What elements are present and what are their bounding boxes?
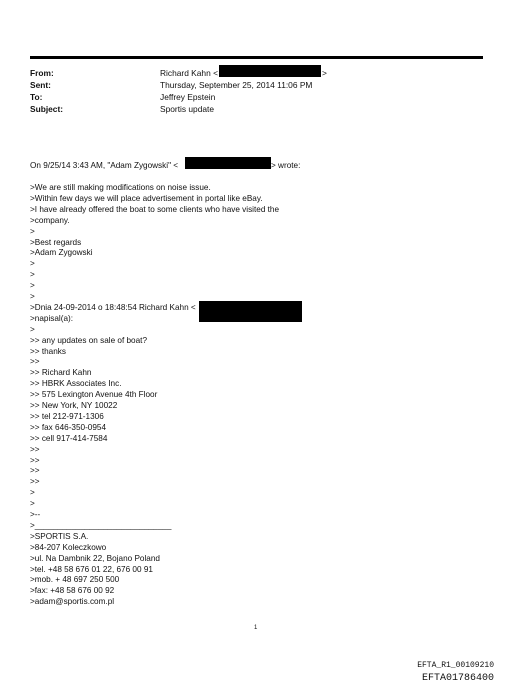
page-number: 1 xyxy=(254,625,258,631)
body-line: >SPORTIS S.A. xyxy=(30,531,89,541)
body-line: > xyxy=(30,499,35,509)
body-line: >Best regards xyxy=(30,237,82,247)
body-line: >adam@sportis.com.pl xyxy=(30,597,115,607)
body-line: > xyxy=(30,488,35,498)
body-line: >> New York, NY 10022 xyxy=(30,401,118,410)
body-line: >company. xyxy=(30,215,70,225)
body-line: >tel. +48 58 676 01 22, 676 00 91 xyxy=(30,564,153,574)
intro-prefix: On 9/25/14 3:43 AM, "Adam Zygowski" < xyxy=(30,161,179,170)
header-rule xyxy=(30,56,483,59)
body-line: >-- xyxy=(30,510,41,519)
body-line: >napisal(a): xyxy=(30,313,74,323)
quoted-email-redaction xyxy=(199,301,302,322)
body-line: > xyxy=(30,292,35,301)
body-line: > xyxy=(30,259,35,269)
to-label: To: xyxy=(30,92,43,102)
body-line: >> any updates on sale of boat? xyxy=(30,335,147,345)
body-line: > xyxy=(30,226,35,236)
intro-suffix: > wrote: xyxy=(271,161,301,170)
from-email-redaction xyxy=(219,65,321,77)
subject-label: Subject: xyxy=(30,104,64,114)
body-line: >> 575 Lexington Avenue 4th Floor xyxy=(30,390,158,400)
body-line: >> xyxy=(30,357,40,367)
from-value: Richard Kahn < xyxy=(160,68,218,78)
body-line: >> xyxy=(30,455,40,465)
body-line: > xyxy=(30,324,35,334)
body-line: >fax: +48 58 676 00 92 xyxy=(30,586,115,596)
body-line: >> xyxy=(30,466,40,476)
body-line: >84-207 Koleczkowo xyxy=(30,542,107,552)
body-line: >> cell 917-414-7584 xyxy=(30,433,108,443)
body-line: >I have already offered the boat to some clients who have visited the xyxy=(30,204,280,214)
body-line: >> xyxy=(30,477,40,487)
body-line: >Dnia 24-09-2014 o 18:48:54 Richard Kahn < xyxy=(30,302,196,312)
body-line: >> Richard Kahn xyxy=(30,368,92,378)
body-line: > xyxy=(30,270,35,280)
body-line: >______________________________ xyxy=(30,520,172,530)
body-line: >> HBRK Associates Inc. xyxy=(30,379,122,389)
sent-label: Sent: xyxy=(30,80,51,90)
body-line: >> xyxy=(30,444,40,454)
subject-value: Sportis update xyxy=(160,104,215,114)
footer-id-small: EFTA_R1_00109210 xyxy=(417,661,494,670)
body-line: >> fax 646-350-0954 xyxy=(30,422,107,432)
body-line: >We are still making modifications on noise issue. xyxy=(30,183,211,192)
to-value: Jeffrey Epstein xyxy=(160,92,216,102)
footer-id-main: EFTA01786400 xyxy=(421,673,494,684)
body-line: > xyxy=(30,281,35,291)
body-line: >Adam Zygowski xyxy=(30,248,93,258)
body-line: >> tel 212-971-1306 xyxy=(30,411,104,421)
body-line: >ul. Na Dambnik 22, Bojano Poland xyxy=(30,553,160,563)
body-line: >> thanks xyxy=(30,346,66,356)
body-line: >Within few days we will place advertisement in portal like eBay. xyxy=(30,193,263,203)
sent-value: Thursday, September 25, 2014 11:06 PM xyxy=(160,80,313,90)
body-line: >mob. + 48 697 250 500 xyxy=(30,575,120,585)
intro-email-redaction xyxy=(185,157,271,169)
from-suffix: > xyxy=(322,68,327,78)
from-label: From: xyxy=(30,68,54,78)
